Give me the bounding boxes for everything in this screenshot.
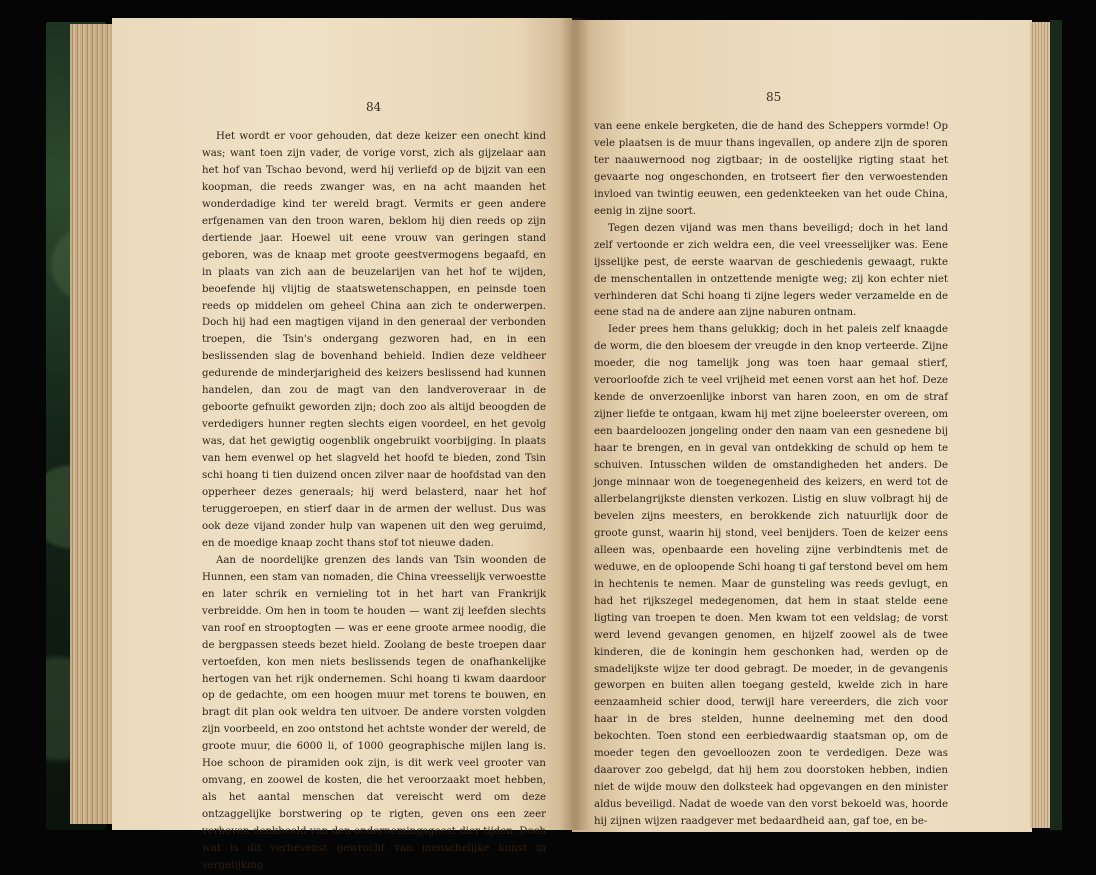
left-page-text — [202, 129, 546, 875]
left-paragraph-1: Het wordt er voor gehouden, dat deze keizer een onecht kind was; want toen zijn vader, de vorige vorst, zich als gijzelaar aan het hof van Tschao bevond, werd hij verliefd op de bijzit van een koopman, die reeds zwanger was, en na acht maanden het wonderdadige kind ter wereld bragt. Vermits er geen andere erfgenamen van den troon waren, beklom hij dien reeds op zijn dertiende jaar. Hoewel uit eene vrouw van geringen stand geboren, was de knaap met groote geestvermogens begaafd, en in plaats van zich aan de beuzelarijen van het hof te wijden, beoefende hij vlijtig de staatswetenschappen, en peinsde toen reeds op middelen om geheel China aan zich te onderwerpen. Doch hij had een magtigen vijand in den generaal der verbonden troepen, die Tsin's ondergang gezworen had, en in een beslissenden slag de bovenhand behield. Indien deze veldheer gedurende de minderjarigheid des keizers beslissend had kunnen handelen, dan zou de magt van den landveroveraar in de geboorte gefnuikt geworden zijn; doch zoo als altijd beoogden de verdedigers hunner regten slechts eigen voordeel, en het gevolg was, dat het gewigtig oogenblik ongebruikt voorbijging. In plaats van hem evenwel op het slagveld het hoofd te bieden, zond Tsin schi hoang ti tien duizend oncen zilver naar de hoofdstad van den opperheer dezes generaals; hij werd belasterd, naar het hof teruggeroepen, en stierf daar in de armen der wellust. Dus was ook deze vijand zonder hulp van wapenen uit den weg geruimd, en de moedige knaap zocht thans stof tot nieuwe daden. — [202, 131, 546, 549]
left-page-number: 84 — [366, 100, 382, 114]
book-gutter — [560, 18, 590, 830]
right-page-text — [594, 119, 948, 831]
left-page — [112, 18, 572, 871]
right-page — [572, 20, 1032, 832]
right-page-number: 85 — [766, 90, 782, 104]
book-cover-right — [1050, 20, 1062, 830]
right-paragraph-3: Ieder prees hem thans gelukkig; doch in het paleis zelf knaagde de worm, die den bloesem der vreugde in den knop verteerde. Zijne moeder, die nog tamelijk jong was toen haar gemaal stierf, veroorloofde zich te veel vrijheid met eenen vorst aan het hof. Deze kende de onverzoenlijke inborst van haren zoon, en om de straf zijner liefde te ontgaan, kwam hij met zijne boeleerster overeen, om een baardeloozen jongeling onder den naam van een gesnedene bij haar te brengen, en in geval van ontdekking de schuld op hem te schuiven. Intusschen wilden de omstandigheden het anders. De jonge minnaar won de toegenegenheid des keizers, en werd tot de allerbelangrijkste diensten verkozen. Listig en sluw volbragt hij de bevelen zijns meesters, en berokkende zich natuurlijk door de groote gunst, waarin hij stond, veel benijders. Toen de keizer eens alleen was, openbaarde een hoveling zijne verbindtenis met de weduwe, en de oploopende Schi hoang ti gaf terstond bevel om hem in hechtenis te nemen. Maar de gunsteling was reeds gevlugt, en had het rijkszegel medegenomen, dat hem in staat stelde eene ligting van troepen te doen. Men kwam tot een veldslag; de vorst werd levend gevangen genomen, en hijzelf zoowel als de twee kinderen, die de koningin hem geschonken had, werden op de smadelijkste wijze ter dood gebragt. De moeder, in de gevangenis geworpen en buiten allen toegang gesteld, kwelde zich in hare eenzaamheid schier dood, terwijl hare vereerders, die zich voor haar in de bres stelden, hunne deelneming met den dood bekochten. Toen stond een eerbiedwaardig staatsman op, om de moeder tegen den gevoelloozen zoon te verdedigen. Deze was daarover zoo gebelgd, dat hij hem zou doorstoken hebben, indien niet de wijde mouw den dolksteek had opgevangen en den minister aldus beveiligd. Nadat de woede van den vorst bekoeld was, hoorde hij zijnen wijzen raadgever met bedaardheid aan, gaf toe, en be- — [594, 324, 948, 828]
left-paragraph-2: Aan de noordelijke grenzen des lands van Tsin woonden de Hunnen, een stam van nomaden, die China vreesselijk verwoestte en later schrik en vernieling tot in het hart van Frankrijk verbreidde. Om hen in toom te houden — want zij leefden slechts van roof en strooptogten — was er eene groote armee noodig, die de bergpassen steeds bezet hield. Zoolang de beste troepen daar vertoefden, kon men niets beslissends tegen de onafhankelijke hertogen van het rijk ondernemen. Schi hoang ti kwam daardoor op de gedachte, om een hoogen muur met torens te bouwen, en bragt dit plan ook weldra ten uitvoer. De andere vorsten volgden zijn voorbeeld, en zoo ontstond het achtste wonder der wereld, de groote muur, die 6000 li, of 1000 geographische mijlen lang is. Hoe schoon de piramiden ook zijn, is dit werk veel grooter van omvang, en zoowel de kosten, die het veroorzaakt moet hebben, als het aantal menschen dat vereischt werd om deze ontzaggelijke borstwering op te rigten, geven ons een zeer verheven denkbeeld van den ondernemingsgeest dier tijden. Doch wat is dit verhevenst gewrocht van menschelijke kunst in vergelijking — [202, 554, 546, 871]
right-paragraph-1: van eene enkele bergketen, die de hand des Scheppers vormde! Op vele plaatsen is de muur thans ingevallen, op andere zijn de sporen ter naauwernood nog zigtbaar; in de oostelijke rigting staat het gevaarte nog ongeschonden, en trotseert fier den verwoestenden invloed van twintig eeuwen, een gedenkteeken van het oude China, eenig in zijne soort. — [594, 121, 948, 217]
right-paragraph-2: Tegen dezen vijand was men thans beveiligd; doch in het land zelf vertoonde er zich weldra een, die veel vreesselijker was. Eene ijsselijke pest, de eerste waarvan de geschiedenis gewaagt, rukte de menschentallen in ontzettende menigte weg; zij kon echter niet verhinderen dat Schi hoang ti zijne legers weder verzamelde en de eene stad na de andere aan zijne naburen ontnam. — [594, 222, 948, 319]
